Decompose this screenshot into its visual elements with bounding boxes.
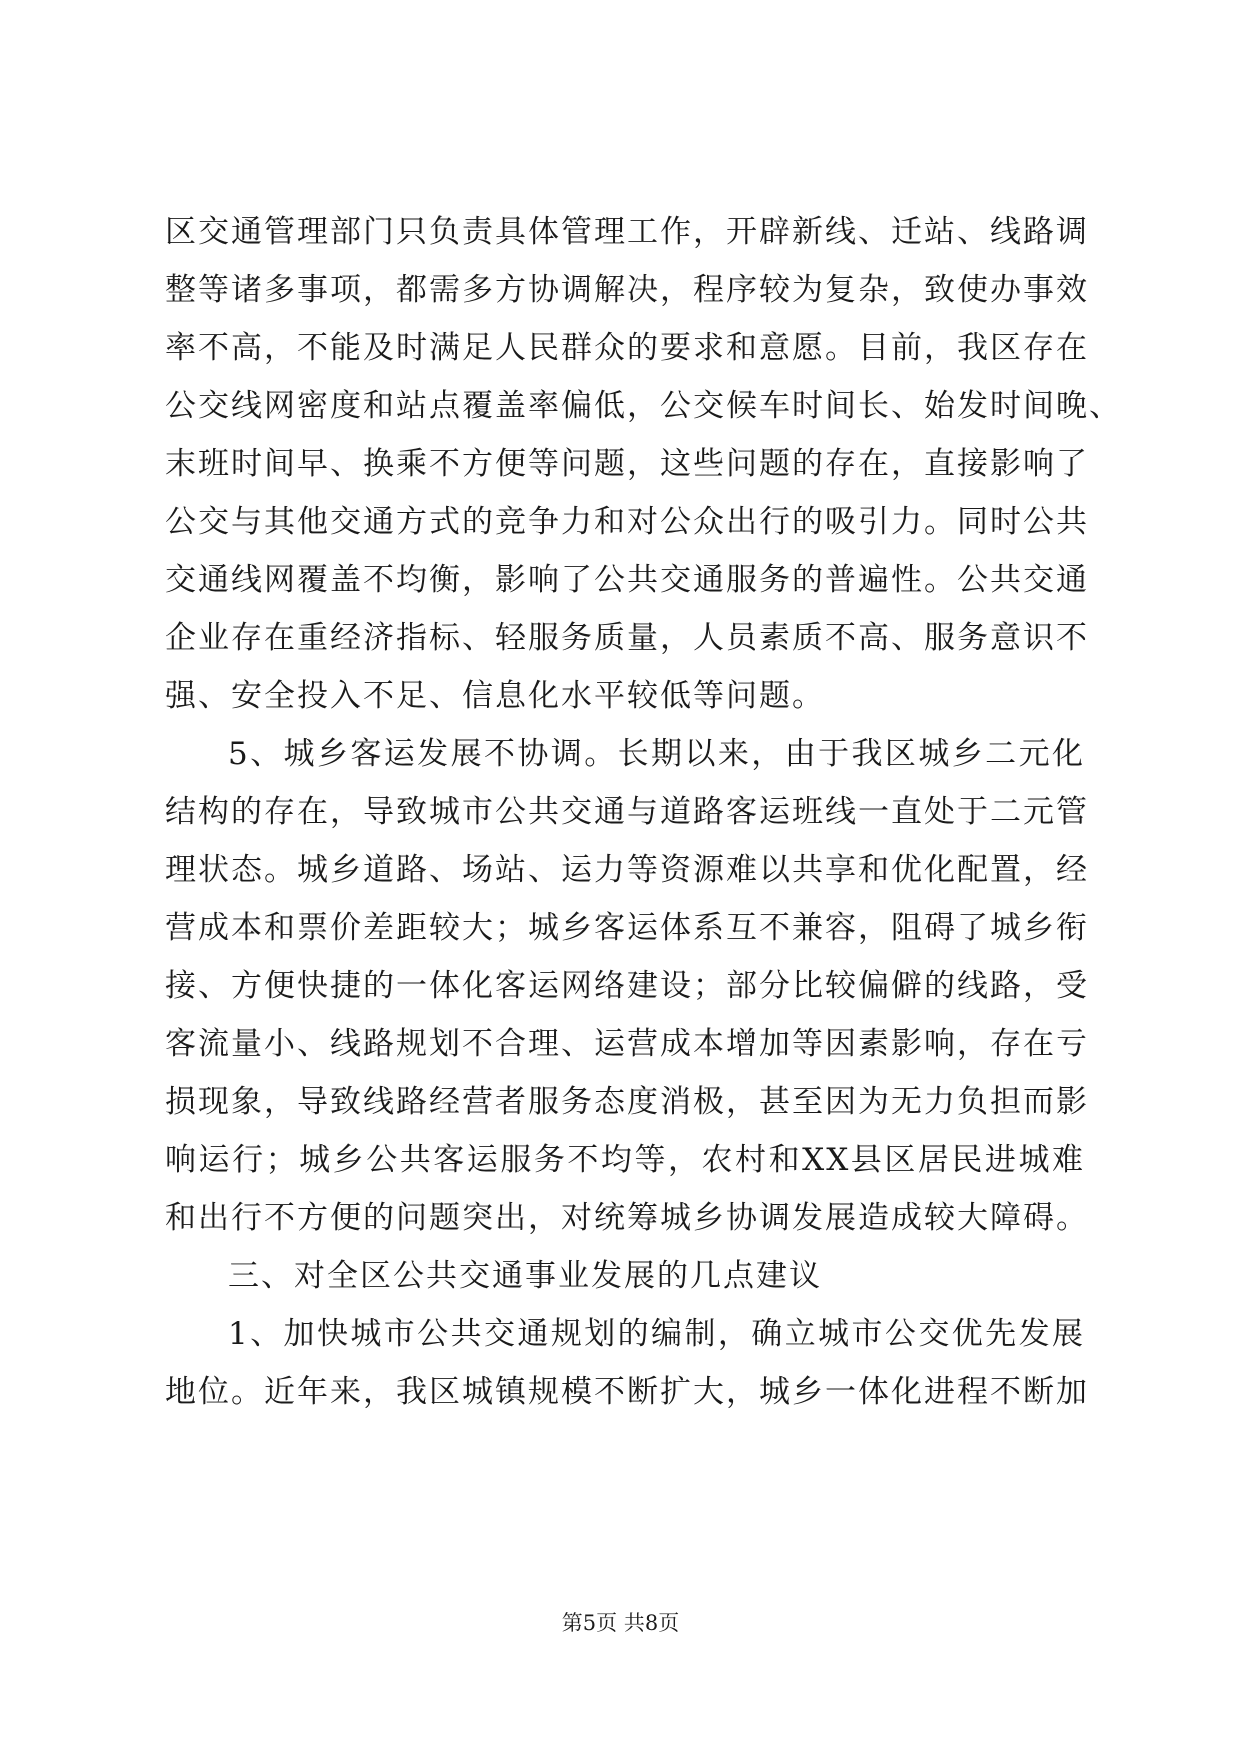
text-line: 企业存在重经济指标、轻服务质量，人员素质不高、服务意识不 <box>165 620 1089 656</box>
paragraph-heading-line: 1、加快城市公共交通规划的编制，确立城市公交优先发展 <box>228 1316 1085 1352</box>
page-number-footer: 第5页 共8页 <box>561 1611 680 1635</box>
text-line: 末班时间早、换乘不方便等问题，这些问题的存在，直接影响了 <box>165 446 1089 482</box>
text-line: 强、安全投入不足、信息化水平较低等问题。 <box>165 678 825 714</box>
text-line: 营成本和票价差距较大；城乡客运体系互不兼容，阻碍了城乡衔 <box>165 910 1089 946</box>
text-line: 地位。近年来，我区城镇规模不断扩大，城乡一体化进程不断加 <box>165 1374 1089 1410</box>
text-line: 区交通管理部门只负责具体管理工作，开辟新线、迁站、线路调 <box>165 214 1089 250</box>
paragraph-heading-line: 5、城乡客运发展不协调。长期以来，由于我区城乡二元化 <box>228 736 1085 772</box>
text-line: 理状态。城乡道路、场站、运力等资源难以共享和优化配置，经 <box>165 852 1089 888</box>
text-line: 接、方便快捷的一体化客运网络建设；部分比较偏僻的线路，受 <box>165 968 1089 1004</box>
section-heading: 三、对全区公共交通事业发展的几点建议 <box>228 1258 822 1294</box>
text-line: 交通线网覆盖不均衡，影响了公共交通服务的普遍性。公共交通 <box>165 562 1089 598</box>
text-line: 公交线网密度和站点覆盖率偏低，公交候车时间长、始发时间晚、 <box>165 388 1122 424</box>
text-line: 客流量小、线路规划不合理、运营成本增加等因素影响，存在亏 <box>165 1026 1089 1062</box>
text-line: 整等诸多事项，都需多方协调解决，程序较为复杂，致使办事效 <box>165 272 1089 308</box>
text-line: 率不高，不能及时满足人民群众的要求和意愿。目前，我区存在 <box>165 330 1089 366</box>
text-line: 和出行不方便的问题突出，对统筹城乡协调发展造成较大障碍。 <box>165 1200 1089 1236</box>
text-line: 公交与其他交通方式的竞争力和对公众出行的吸引力。同时公共 <box>165 504 1089 540</box>
text-line: 结构的存在，导致城市公共交通与道路客运班线一直处于二元管 <box>165 794 1089 830</box>
text-line: 损现象，导致线路经营者服务态度消极，甚至因为无力负担而影 <box>165 1084 1089 1120</box>
text-line: 响运行；城乡公共客运服务不均等，农村和XX县区居民进城难 <box>165 1142 1085 1178</box>
